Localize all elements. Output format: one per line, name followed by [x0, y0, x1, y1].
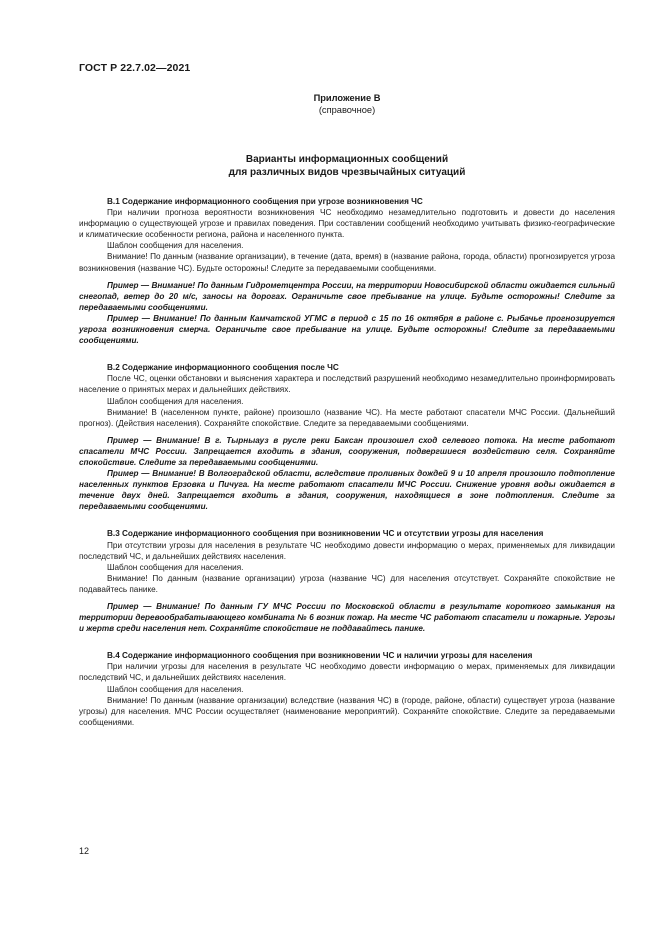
section-b1-template: Внимание! По данным (название организации), в течение (дата, время) в (название района, города, области) прогнозируется угроза возникновения (название ЧС). Будьте осторожны! Следите за передаваемыми сообщениями. [79, 252, 615, 273]
page-number: 12 [79, 846, 90, 856]
section-b1-example-2: Пример — Внимание! По данным Камчатской УГМС в период с 15 по 16 октября в районе с. Рыбачье прогнозируется угроза возникновения смерча. Ограничьте свое пребывание на улице. Будьте осторожны! Следите за передаваемыми сообщениями. [79, 313, 615, 346]
document-body [79, 196, 615, 728]
section-b3-heading: В.3 Содержание информационного сообщения при возникновении ЧС и отсутствии угрозы для населения [107, 529, 544, 539]
section-b2-example-2: Пример — Внимание! В Волгоградской области, вследствие проливных дождей 9 и 10 апреля произошло подтопление населенных пунктов Ерзовка и Пичуга. На месте работают спасатели МЧС России. Снижение уровня воды ожидается в течение двух дней. Запрещается входить в здания, сооружения, находящиеся в зоне подтопления. Следите за передаваемыми сообщениями. [79, 469, 615, 512]
section-b2-template-label: Шаблон сообщения для населения. [107, 396, 244, 406]
appendix-note: (справочное) [318, 105, 376, 115]
section-b1-heading: В.1 Содержание информационного сообщения при угрозе возникновения ЧС [107, 197, 423, 206]
section-b4-template: Внимание! По данным (название организации) вследствие (названия ЧС) в (городе, районе, области) существует угроза (название угрозы) для населения. МЧС России осуществляет (наименование мероприятий). Сохраняйте спокойствие. Следите за передаваемыми сообщениями. [79, 695, 615, 727]
section-b4-heading: В.4 Содержание информационного сообщения при возникновении ЧС и наличии угрозы для населения [107, 651, 533, 661]
section-b3-template-label: Шаблон сообщения для населения. [107, 562, 244, 572]
section-b2-example-1: Пример — Внимание! В г. Тырныауз в русле реки Баксан произошел сход селевого потока. На месте работают спасатели МЧС России. Запрещается входить в здания, сооружения, подвергшиеся воздействию селя. Сохраняйте спокойствие. Следите за передаваемыми сообщениями. [79, 435, 615, 467]
section-b4-intro: При наличии угрозы для населения в результате ЧС необходимо довести информацию о мерах, применяемых для ликвидации последствий ЧС, и дальнейших действиях населения. [79, 662, 615, 683]
page-title-line-1: Варианты информационных сообщений [245, 154, 449, 165]
section-b2-intro: После ЧС, оценки обстановки и выяснения характера и последствий разрушений необходимо незамедлительно проинформировать население о принятых мерах и дальнейших действиях. [79, 374, 615, 395]
section-b2-heading: В.2 Содержание информационного сообщения после ЧС [107, 363, 339, 373]
section-b2-template: Внимание! В (населенном пункте, районе) произошло (название ЧС). На месте работают спасатели МЧС России. (Дальнейший прогноз). (Действия населения). Сохраняйте спокойствие. Следите за передаваемыми сообщениями. [79, 407, 615, 428]
document-code: ГОСТ Р 22.7.02—2021 [79, 62, 191, 74]
section-b3-template: Внимание! По данным (название организации) угроза (название ЧС) для населения отсутствует. Сохраняйте спокойствие не подавайтесь панике. [79, 573, 615, 594]
section-b3-intro: При отсутствии угрозы для населения в результате ЧС необходимо довести информацию о мерах, применяемых для ликвидации последствий ЧС, и дальнейших действиях населения. [79, 540, 615, 561]
page-title-line-2: для различных видов чрезвычайных ситуаций [228, 167, 466, 178]
section-b4-template-label: Шаблон сообщения для населения. [107, 684, 244, 694]
appendix-title: Приложение В [313, 93, 381, 103]
section-b1-template-label: Шаблон сообщения для населения. [107, 241, 244, 251]
section-b3-example-1: Пример — Внимание! По данным ГУ МЧС России по Московской области в результате короткого замыкания на территории деревообрабатывающего комбината № 6 возник пожар. На месте ЧС работают спасатели и пожарные. Угрозы и жертв среди населения нет. Сохраняйте спокойствие не поддавайтесь панике. [79, 602, 615, 634]
section-b1-example-1: Пример — Внимание! По данным Гидрометцентра России, на территории Новосибирской области ожидается сильный снегопад, ветер до 20 м/с, заносы на дорогах. Ограничьте свое пребывание на улице. Будьте осторожны! Следите за передаваемыми сообщениями. [79, 280, 615, 312]
section-b1-intro: При наличии прогноза вероятности возникновения ЧС необходимо незамедлительно подготовить и довести до населения информацию о существующей угрозе и правилах поведения. При составлении сообщений необходимо учитывать физико-географические и климатические особенности региона, района и населенного пункта. [79, 208, 615, 240]
page-title [79, 153, 615, 179]
